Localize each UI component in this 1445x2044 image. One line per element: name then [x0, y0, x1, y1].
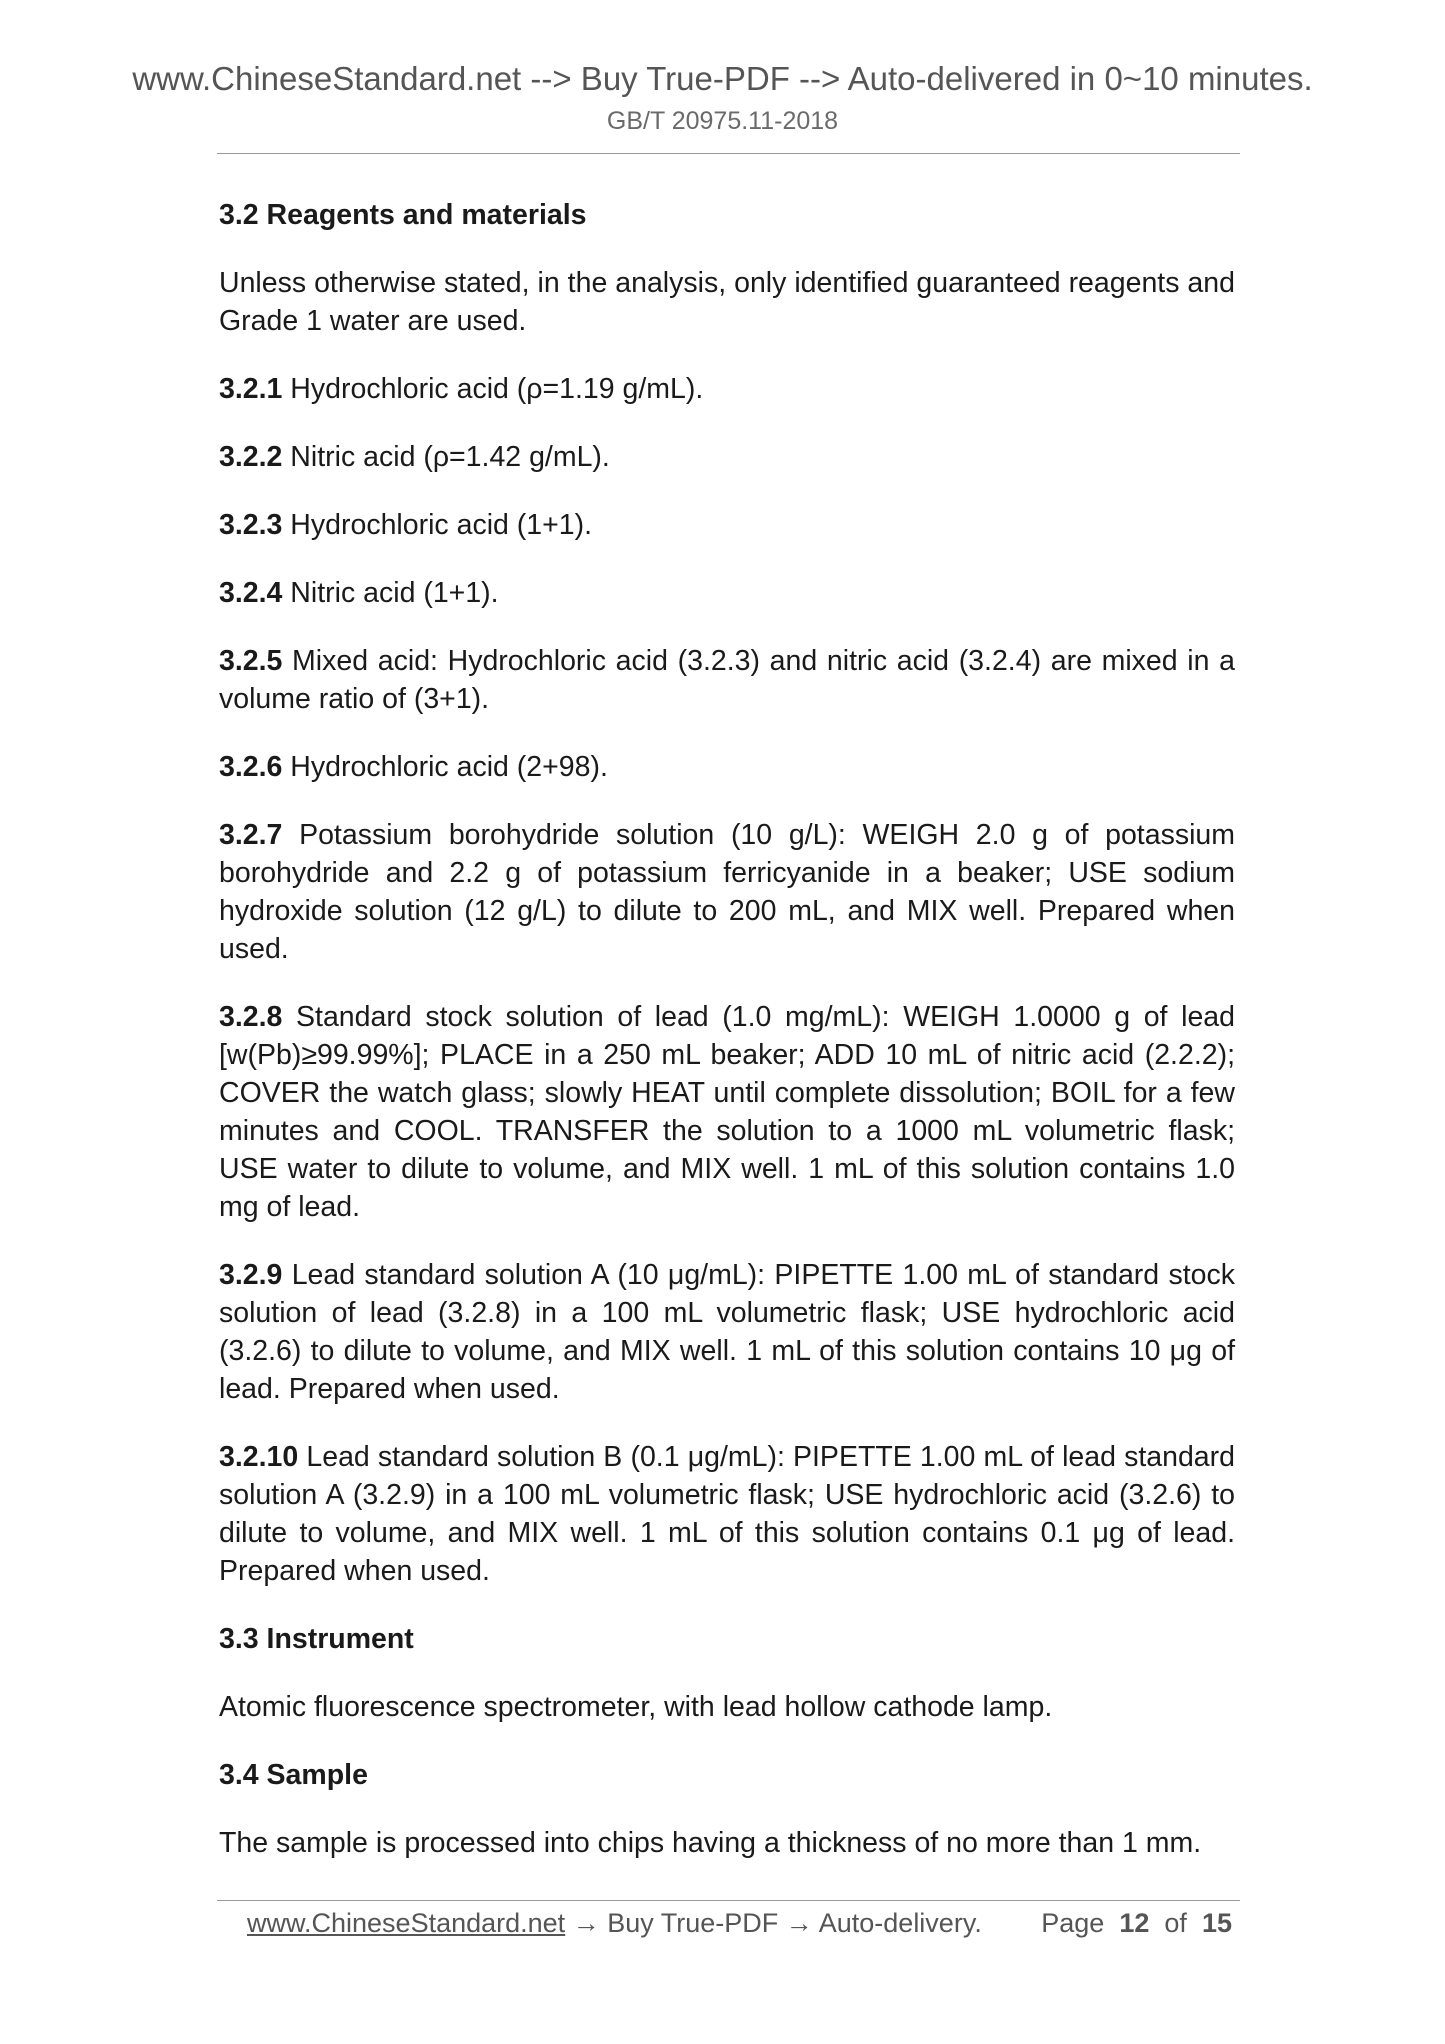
standard-number: GB/T 20975.11-2018	[606, 107, 839, 135]
page-indicator	[1041, 1904, 1232, 1942]
total-pages-number: 15	[1201, 1908, 1232, 1938]
clause-text: Hydrochloric acid (ρ=1.19 g/mL).	[282, 373, 704, 405]
clause-3-2-7	[219, 816, 1235, 968]
clause-text: Hydrochloric acid (1+1).	[282, 509, 593, 541]
clause-number: 3.2.7	[219, 819, 283, 851]
clause-3-2-4	[219, 574, 1235, 612]
footer-divider	[217, 1900, 1240, 1901]
clause-3-2-3	[219, 506, 1235, 544]
section-heading-3-4: 3.4 Sample	[219, 1759, 368, 1791]
clause-number: 3.2.4	[219, 577, 283, 609]
clause-number: 3.2.5	[219, 645, 283, 677]
page-label: Page	[1041, 1908, 1105, 1938]
clause-number: 3.2.9	[219, 1259, 283, 1291]
footer-tagline: → Buy True-PDF → Auto-delivery.	[565, 1908, 982, 1938]
clause-3-2-8	[219, 998, 1235, 1226]
clause-3-2-9	[219, 1256, 1235, 1408]
sample-text: The sample is processed into chips having a thickness of no more than 1 mm.	[219, 1827, 1202, 1859]
clause-3-2-1	[219, 370, 1235, 408]
clause-number: 3.2.8	[219, 1001, 283, 1033]
footer-promo	[247, 1904, 982, 1942]
document-body	[219, 196, 1235, 1892]
section-intro: Unless otherwise stated, in the analysis, only identified guaranteed reagents and Grade 1 water are used.	[219, 267, 1235, 337]
section-heading-3-2: 3.2 Reagents and materials	[219, 199, 587, 231]
clause-3-2-6	[219, 748, 1235, 786]
clause-text: Lead standard solution B (0.1 μg/mL): PIPETTE 1.00 mL of lead standard solution A (3.2.9) in a 100 mL volumetric flask; USE hydrochloric acid (3.2.6) to dilute to volume, and MIX well. 1 mL of this solution contains 0.1 μg of lead. Prepared when used.	[219, 1441, 1235, 1587]
header-banner: www.ChineseStandard.net --> Buy True-PDF --> Auto-delivered in 0~10 minutes.	[132, 60, 1313, 97]
clause-text: Mixed acid: Hydrochloric acid (3.2.3) and nitric acid (3.2.4) are mixed in a volume ratio of (3+1).	[219, 645, 1235, 715]
clause-number: 3.2.1	[219, 373, 283, 405]
clause-number: 3.2.10	[219, 1441, 299, 1473]
clause-3-2-2	[219, 438, 1235, 476]
clause-number: 3.2.2	[219, 441, 283, 473]
clause-3-2-5	[219, 642, 1235, 718]
header-divider	[217, 153, 1240, 154]
clause-text: Hydrochloric acid (2+98).	[282, 751, 608, 783]
page-header	[0, 58, 1445, 138]
clause-3-2-10	[219, 1438, 1235, 1590]
clause-number: 3.2.3	[219, 509, 283, 541]
clause-text: Potassium borohydride solution (10 g/L): WEIGH 2.0 g of potassium borohydride and 2.2 g of potassium ferricyanide in a beaker; USE sodium hydroxide solution (12 g/L) to dilute to 200 mL, and MIX well. Prepared when used.	[219, 819, 1235, 965]
instrument-text: Atomic fluorescence spectrometer, with lead hollow cathode lamp.	[219, 1691, 1053, 1723]
clause-text: Nitric acid (ρ=1.42 g/mL).	[282, 441, 610, 473]
current-page-number: 12	[1119, 1908, 1150, 1938]
clause-text: Standard stock solution of lead (1.0 mg/mL): WEIGH 1.0000 g of lead [w(Pb)≥99.99%]; PLACE in a 250 mL beaker; ADD 10 mL of nitric acid (2.2.2); COVER the watch glass; slowly HEAT until complete dissolution; BOIL for a few minutes and COOL. TRANSFER the solution to a 1000 mL volumetric flask; USE water to dilute to volume, and MIX well. 1 mL of this solution contains 1.0 mg of lead.	[219, 1001, 1235, 1223]
clause-text: Lead standard solution A (10 μg/mL): PIPETTE 1.00 mL of standard stock solution of lead (3.2.8) in a 100 mL volumetric flask; USE hydrochloric acid (3.2.6) to dilute to volume, and MIX well. 1 mL of this solution contains 10 μg of lead. Prepared when used.	[219, 1259, 1235, 1405]
of-label: of	[1164, 1908, 1187, 1938]
footer-site-link[interactable]: www.ChineseStandard.net	[247, 1908, 566, 1938]
clause-text: Nitric acid (1+1).	[282, 577, 499, 609]
clause-number: 3.2.6	[219, 751, 283, 783]
section-heading-3-3: 3.3 Instrument	[219, 1623, 414, 1655]
